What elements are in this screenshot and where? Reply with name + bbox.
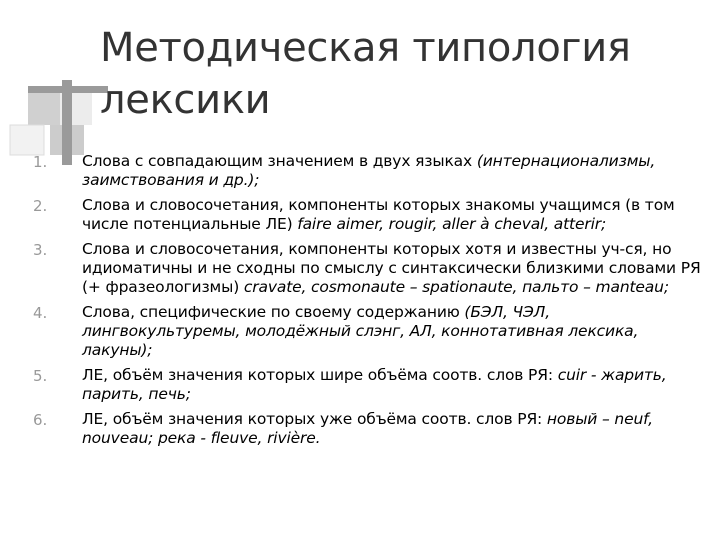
item-text: Слова с совпадающим значением в двух языках: [82, 152, 477, 170]
deco-horizontal-bar: [28, 86, 108, 93]
item-italic: новый – neuf, nouveau; река - fleuve, rivière.: [82, 410, 653, 447]
item-text: Слова, специфические по своему содержанию: [82, 303, 465, 321]
list-number: 6.: [33, 411, 48, 429]
list-text: [82, 196, 712, 234]
list-text: [82, 240, 712, 297]
list-item: [0, 152, 720, 190]
list-number: 4.: [33, 304, 48, 322]
list-number: 5.: [33, 367, 48, 385]
item-text: ЛЕ, объём значения которых уже объёма соотв. слов РЯ:: [82, 410, 547, 428]
list-number: 3.: [33, 241, 48, 259]
item-italic: cravate, cosmonaute – spationaute, пальто – manteau;: [243, 278, 669, 296]
slide-title: [100, 22, 700, 126]
item-italic: cuir - жарить, парить, печь;: [82, 366, 667, 403]
list-item: [0, 303, 720, 360]
title-line-1: Методическая типология: [100, 25, 631, 71]
decorative-squares: [0, 0, 110, 170]
list-item: [0, 196, 720, 234]
item-italic: (интернационализмы, заимствования и др.);: [82, 152, 656, 189]
list-text: [82, 303, 712, 360]
list-item: [0, 410, 720, 448]
item-italic: faire aimer, rougir, aller à cheval, atterir;: [297, 215, 607, 233]
list-text: [82, 366, 712, 404]
item-text: Слова и словосочетания, компоненты которых знакомы учащимся (в том числе потенциальные ЛЕ): [82, 196, 675, 233]
item-text: Слова и словосочетания, компоненты которых хотя и известны уч-ся, но идиоматичны и не сходны по смыслу с синтаксически близкими словами РЯ (+ фразеологизмы): [82, 240, 701, 296]
deco-square-light: [28, 93, 60, 125]
list-item: [0, 366, 720, 404]
deco-square-outline: [10, 125, 44, 155]
item-italic: (БЭЛ, ЧЭЛ, лингвокультуремы, молодёжный слэнг, АЛ, коннотативная лексика, лакуны);: [82, 303, 639, 359]
typology-list: [0, 152, 720, 454]
title-line-2: лексики: [100, 77, 271, 123]
list-text: [82, 410, 712, 448]
list-number: 1.: [33, 153, 48, 171]
list-number: 2.: [33, 197, 48, 215]
list-item: [0, 240, 720, 297]
item-text: ЛЕ, объём значения которых шире объёма соотв. слов РЯ:: [82, 366, 558, 384]
list-text: [82, 152, 712, 190]
